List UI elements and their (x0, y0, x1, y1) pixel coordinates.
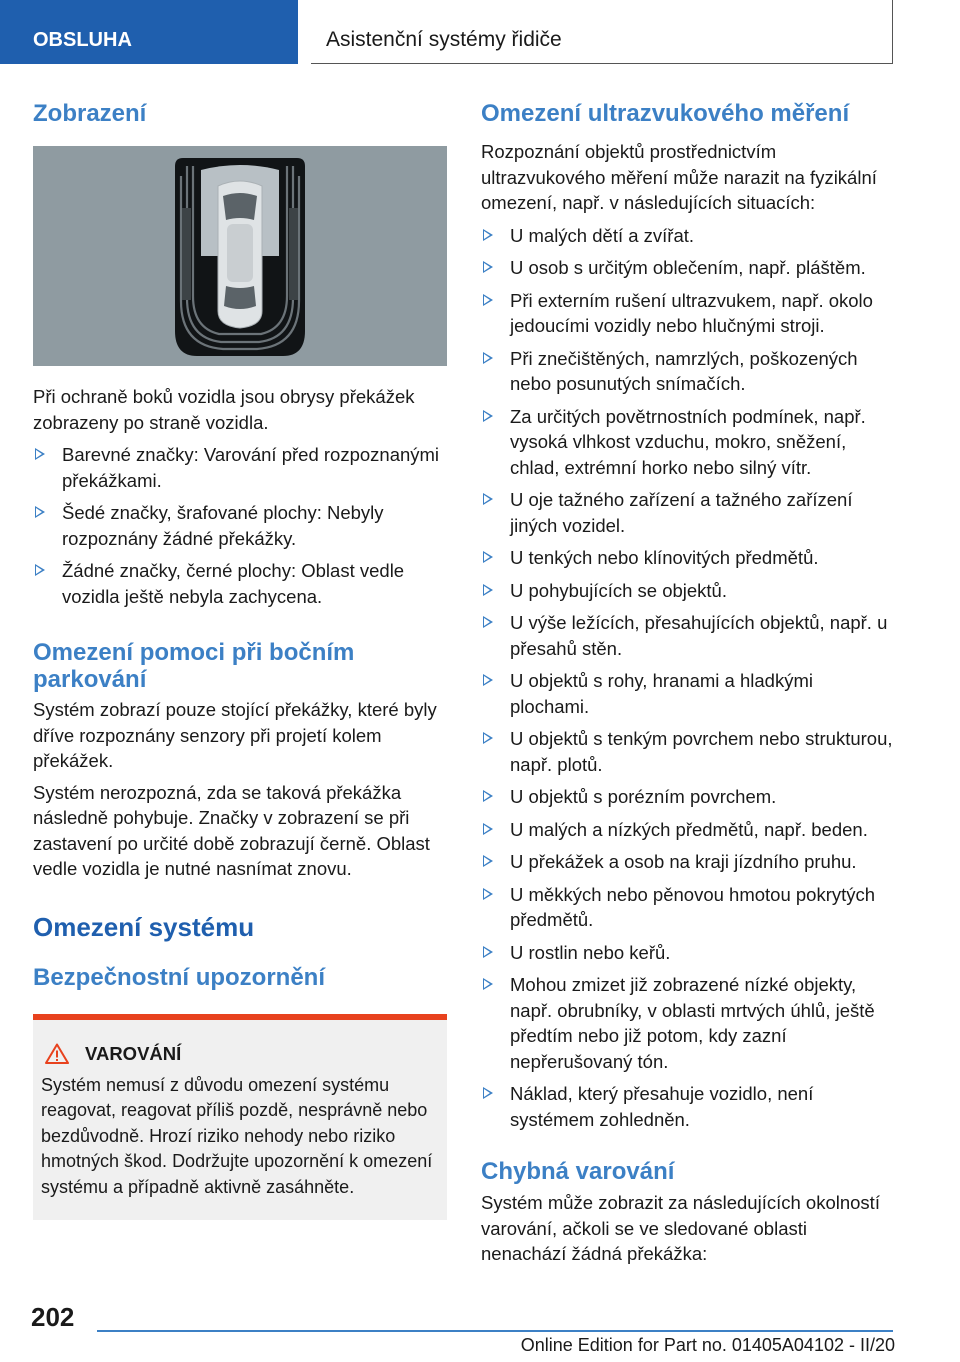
para-static-obstacles: Systém zobrazí pouze stojící překážky, které byly dříve rozpoznány senzory při projetí kolem překážek. (33, 699, 437, 771)
header-section-label: OBSLUHA (33, 29, 132, 51)
parking-display-illustration (33, 146, 447, 366)
list-item: U překážek a osob na kraji jízdního pruhu. (481, 849, 895, 875)
heading-omezeni-ultrazvuku: Omezení ultrazvukového měření (481, 100, 850, 127)
bullet-triangle-icon (483, 1087, 493, 1099)
list-item: Při znečištěných, namrzlých, poškozených nebo posunutých snímačích. (481, 346, 895, 397)
bullet-triangle-icon (483, 352, 493, 364)
marker-list (33, 442, 447, 609)
heading-omezeni-systemu: Omezení systému (33, 911, 255, 942)
warning-text: Systém nemusí z důvodu omezení systému reagovat, reagovat příliš pozdě, nesprávně nebo bezdůvodně. Hrozí riziko nehody nebo riziko hmotných škod. Dodržujte upozornění k omezení systému a případně aktivně zasáhněte. (41, 1074, 433, 1197)
list-item: U měkkých nebo pěnovou hmotou pokrytých předmětů. (481, 882, 895, 933)
footer-edition: Online Edition for Part no. 01405A04102 - II/20 (520, 1335, 895, 1355)
side-view-figure (33, 146, 447, 366)
warning-box (33, 1014, 447, 1221)
list-item: Za určitých povětrnostních podmínek, např. vysoká vlhkost vzduchu, mokro, sněžení, chlad, extrémní horko nebo silný vítr. (481, 404, 895, 481)
list-item: U tenkých nebo klínovitých předmětů. (481, 545, 895, 571)
heading-bezpecnostni-upozorneni: Bezpečnostní upozornění (33, 963, 326, 991)
para-moving-obstacles: Systém nerozpozná, zda se taková překážka následně pohybuje. Značky v zobrazení se při zastavení po určité době zobrazují černě. Oblast vedle vozidla je nutné nasnímat znovu. (33, 781, 430, 879)
list-item: U oje tažného zařízení a tažného zařízení jiných vozidel. (481, 487, 895, 538)
header-section-tab (0, 0, 298, 64)
limitations-list (481, 223, 895, 1133)
list-item: U malých dětí a zvířat. (481, 223, 895, 249)
right-column (481, 100, 895, 1267)
bullet-triangle-icon (483, 732, 493, 744)
list-item: U osob s určitým oblečením, např. pláštěm. (481, 255, 895, 281)
heading-chybna-varovani: Chybná varování (481, 1158, 675, 1185)
para-false-warnings: Systém může zobrazit za následujících okolností varování, ačkoli se ve sledované oblasti nenachází žádná překážka: (481, 1192, 880, 1264)
bullet-triangle-icon (483, 616, 493, 628)
bullet-triangle-icon (483, 888, 493, 900)
list-item: U objektů s porézním povrchem. (481, 784, 895, 810)
heading-omezeni-pomoci: Omezení pomoci při bočním parkování (33, 639, 355, 693)
para-side-protection: Při ochraně boků vozidla jsou obrysy překážek zobrazeny po straně vozidla. (33, 386, 415, 433)
bullet-triangle-icon (35, 448, 45, 460)
list-item: U objektů s rohy, hranami a hladkými plochami. (481, 668, 895, 719)
list-item: Náklad, který přesahuje vozidlo, není systémem zohledněn. (481, 1081, 895, 1132)
bullet-triangle-icon (483, 410, 493, 422)
bullet-triangle-icon (483, 493, 493, 505)
page-number: 202 (31, 1302, 75, 1332)
header-chapter-label: Asistenční systémy řidiče (326, 28, 562, 51)
list-item: Žádné značky, černé plochy: Oblast vedle vozidla ještě nebyla zachycena. (33, 558, 447, 609)
warning-triangle-icon (45, 1043, 69, 1064)
footer-divider (97, 1330, 893, 1332)
bullet-triangle-icon (483, 229, 493, 241)
bullet-triangle-icon (483, 584, 493, 596)
list-item: U rostlin nebo keřů. (481, 940, 895, 966)
bullet-triangle-icon (483, 790, 493, 802)
para-ultrasonic-intro: Rozpoznání objektů prostřednictvím ultrazvukového měření může narazit na fyzikální omezení, např. v následujících situacích: (481, 141, 877, 213)
list-item: U malých a nízkých předmětů, např. beden. (481, 817, 895, 843)
bullet-triangle-icon (483, 294, 493, 306)
list-item: Barevné značky: Varování před rozpoznanými překážkami. (33, 442, 447, 493)
bullet-triangle-icon (483, 823, 493, 835)
list-item: U objektů s tenkým povrchem nebo strukturou, např. plotů. (481, 726, 895, 777)
bullet-triangle-icon (483, 855, 493, 867)
bullet-triangle-icon (483, 978, 493, 990)
bullet-triangle-icon (35, 506, 45, 518)
bullet-triangle-icon (483, 946, 493, 958)
bullet-triangle-icon (483, 261, 493, 273)
list-item: Při externím rušení ultrazvukem, např. okolo jedoucími vozidly nebo hlučnými stroji. (481, 288, 895, 339)
list-item: Mohou zmizet již zobrazené nízké objekty, např. obrubníky, v oblasti mrtvých úhlů, ještě předtím nebo již potom, kdy zazní nepřerušovaný tón. (481, 972, 895, 1074)
header-chapter-box (311, 0, 893, 64)
list-item: U výše ležících, přesahujících objektů, např. u přesahů stěn. (481, 610, 895, 661)
bullet-triangle-icon (483, 551, 493, 563)
heading-zobrazeni: Zobrazení (33, 100, 147, 127)
left-column (33, 100, 447, 1220)
warning-title-label: VAROVÁNÍ (85, 1042, 182, 1064)
list-item: U pohybujících se objektů. (481, 578, 895, 604)
bullet-triangle-icon (35, 564, 45, 576)
list-item: Šedé značky, šrafované plochy: Nebyly rozpoznány žádné překážky. (33, 500, 447, 551)
bullet-triangle-icon (483, 674, 493, 686)
warning-title (41, 1042, 439, 1066)
